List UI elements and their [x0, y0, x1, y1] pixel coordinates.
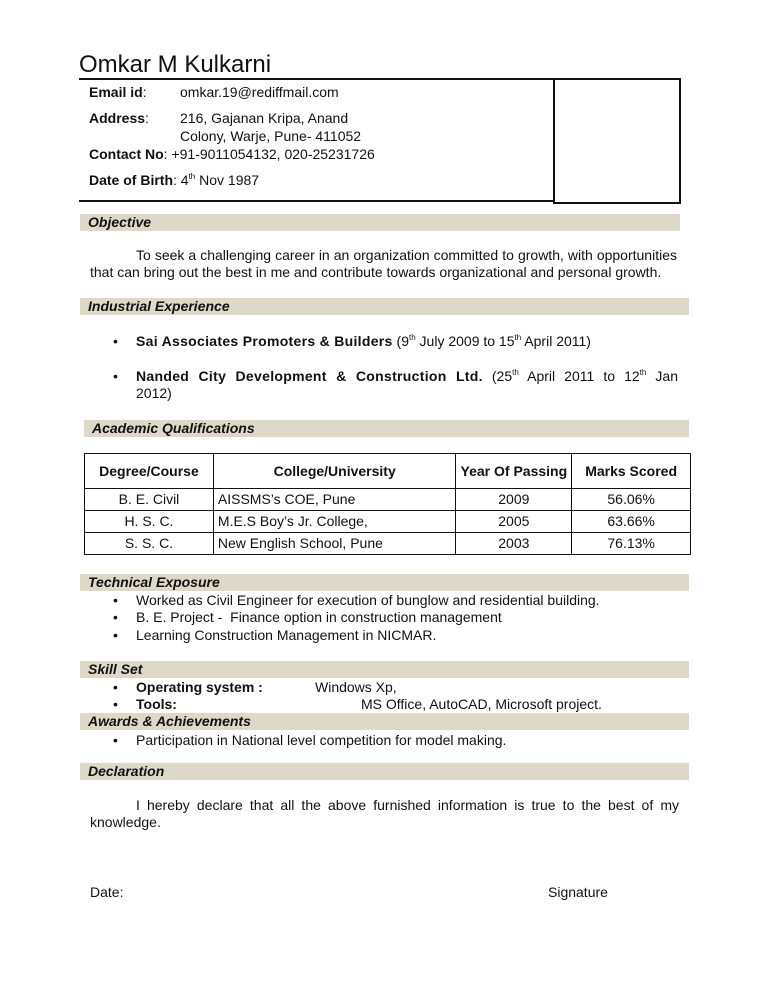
email-label: Email id: [89, 84, 143, 100]
list-item: • B. E. Project - Finance option in construction management: [113, 609, 502, 625]
date-label: Date:: [90, 884, 124, 900]
candidate-name: Omkar M Kulkarni: [79, 51, 272, 78]
col-degree: Degree/Course: [85, 454, 214, 489]
section-skills: Skill Set: [80, 661, 689, 678]
skill-os-value: Windows Xp,: [315, 679, 397, 695]
experience-item: • Sai Associates Promoters & Builders (9th July 2009 to 15th April 2011): [113, 333, 591, 349]
skill-os: • Operating system :: [113, 679, 263, 695]
email-row: Email id:: [89, 84, 147, 100]
address-line2: Colony, Warje, Pune- 411052: [180, 128, 362, 144]
list-item: • Participation in National level competition for model making.: [113, 732, 507, 748]
address-line1: 216, Gajanan Kripa, Anand: [180, 110, 349, 126]
experience-item: • Nanded City Development & Construction Ltd. (25th April 2011 to 12th Jan 2012): [113, 368, 679, 401]
dob-row: Date of Birth: 4th Nov 1987: [89, 172, 260, 188]
table-row: S. S. C. New English School, Pune 2003 76.13%: [85, 533, 691, 555]
col-college: College/University: [213, 454, 456, 489]
section-experience: Industrial Experience: [80, 298, 689, 315]
table-header-row: [85, 454, 691, 489]
section-technical: Technical Exposure: [80, 574, 689, 591]
skill-tools-value: MS Office, AutoCAD, Microsoft project.: [361, 696, 602, 712]
list-item: • Worked as Civil Engineer for execution of bunglow and residential building.: [113, 592, 600, 608]
section-awards: Awards & Achievements: [80, 713, 689, 730]
section-declaration: Declaration: [80, 763, 689, 780]
signature-label: Signature: [548, 884, 608, 900]
address-row: Address:: [89, 110, 149, 126]
contact-value: : +91-9011054132, 020-25231726: [163, 146, 375, 162]
contact-label: Contact No: [89, 146, 164, 162]
skill-tools: • Tools:: [113, 696, 177, 712]
col-year: Year Of Passing: [456, 454, 572, 489]
section-academics: Academic Qualifications: [84, 420, 689, 437]
section-objective: Objective: [80, 214, 680, 231]
table-row: H. S. C. M.E.S Boy’s Jr. College, 2005 63.66%: [85, 511, 691, 533]
declaration-text: I hereby declare that all the above furnished information is true to the best of my knowledge.: [90, 797, 679, 830]
objective-text: To seek a challenging career in an organization committed to growth, with opportunities that can bring out the best in me and contribute towards organizational and personal growth.: [90, 247, 677, 280]
table-row: B. E. Civil AISSMS’s COE, Pune 2009 56.06%: [85, 489, 691, 511]
email-value: omkar.19@rediffmail.com: [180, 84, 339, 100]
contact-row: [89, 146, 375, 163]
dob-label: Date of Birth: [89, 172, 173, 188]
academics-table: [84, 453, 691, 555]
address-label: Address: [89, 110, 146, 126]
photo-placeholder: [553, 78, 681, 204]
list-item: • Learning Construction Management in NICMAR.: [113, 627, 437, 643]
col-marks: Marks Scored: [572, 454, 691, 489]
